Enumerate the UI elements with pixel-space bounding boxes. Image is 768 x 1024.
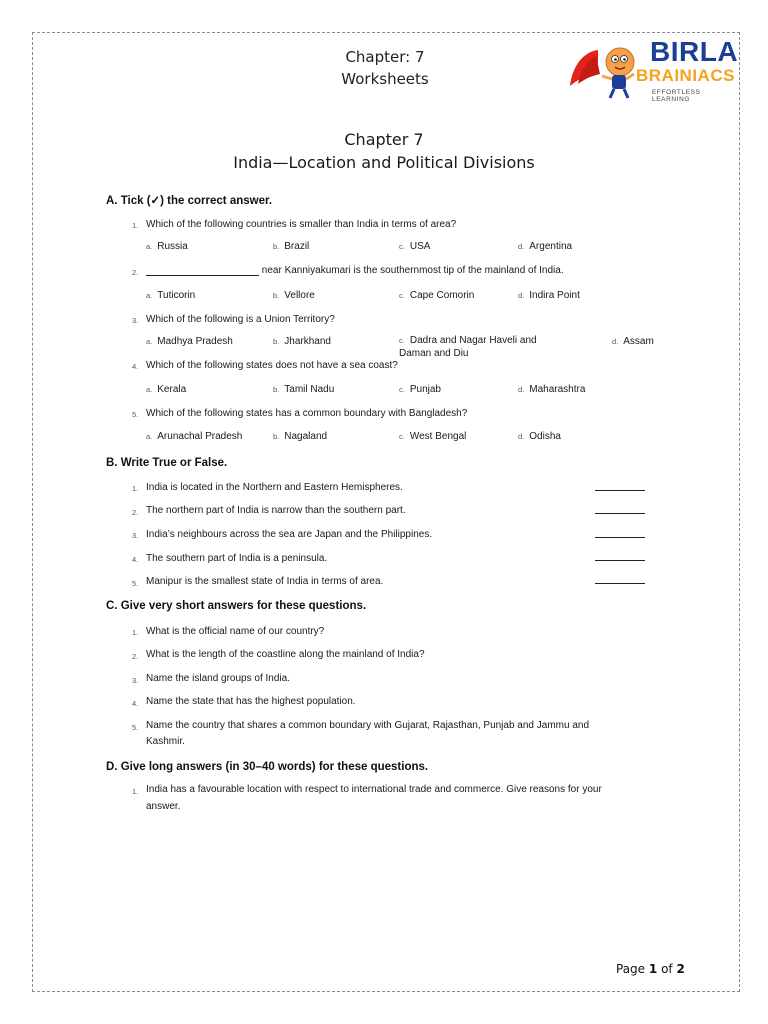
section-a-heading: A. Tick (✓) the correct answer.	[106, 195, 273, 207]
option-c	[399, 335, 537, 346]
option-a	[146, 241, 188, 252]
question-text: Which of the following states does not have a sea coast?	[146, 360, 398, 371]
option-a	[146, 336, 233, 347]
option-text: Odisha	[529, 431, 561, 442]
option-letter: b.	[273, 385, 280, 394]
section-b-heading: B. Write True or False.	[106, 457, 228, 469]
item-number: 1.	[132, 628, 139, 637]
option-letter: c.	[399, 242, 405, 251]
chapter-title: Chapter 7	[344, 130, 424, 149]
option-letter: c.	[399, 432, 405, 441]
option-text: Cape Comorin	[409, 290, 475, 301]
option-letter: a.	[146, 291, 153, 300]
option-text: Tuticorin	[157, 290, 196, 301]
question-text: Name the country that shares a common boundary with Gujarat, Rajasthan, Punjab and Jammu and	[146, 720, 590, 731]
question-text: What is the length of the coastline along the mainland of India?	[146, 649, 425, 660]
statement-text: The southern part of India is a peninsula.	[146, 553, 328, 564]
option-text: Kerala	[157, 384, 187, 395]
header-worksheets: Worksheets	[341, 70, 429, 88]
item-number: 3.	[132, 531, 139, 540]
option-b	[273, 290, 315, 301]
item-number: 5.	[132, 723, 139, 732]
option-letter: b.	[273, 337, 280, 346]
option-letter: d.	[612, 337, 619, 346]
option-text: Assam	[623, 336, 654, 347]
answer-line[interactable]	[595, 583, 645, 584]
fill-in-blank[interactable]	[146, 266, 259, 276]
option-text: Argentina	[529, 241, 573, 252]
logo-word-birla: BIRLA	[650, 36, 739, 67]
option-text: Maharashtra	[529, 384, 586, 395]
item-number: 2.	[132, 652, 139, 661]
birla-brainiacs-logo	[568, 36, 739, 103]
option-text: Nagaland	[284, 431, 328, 442]
option-c	[399, 431, 466, 442]
statement-text: India is located in the Northern and Eastern Hemispheres.	[146, 482, 403, 493]
question-text-with-blank	[146, 265, 564, 276]
item-number: 3.	[132, 676, 139, 685]
statement-text: India’s neighbours across the sea are Japan and the Philippines.	[146, 529, 433, 540]
answer-line[interactable]	[595, 490, 645, 491]
item-number: 4.	[132, 699, 139, 708]
logo-word-brainiacs: BRAINIACS	[636, 66, 735, 85]
question-text: near Kanniyakumari is the southernmost tip of the mainland of India.	[261, 265, 564, 276]
section-d-heading: D. Give long answers (in 30–40 words) for these questions.	[106, 761, 429, 773]
option-a	[146, 431, 242, 442]
chapter-subtitle: India—Location and Political Divisions	[233, 153, 535, 172]
option-d	[518, 241, 572, 252]
statement-text: The northern part of India is narrow than the southern part.	[146, 505, 406, 516]
option-text: Punjab	[409, 384, 441, 395]
section-c-heading: C. Give very short answers for these questions.	[106, 600, 367, 612]
question-number: 2.	[132, 268, 139, 277]
item-number: 1.	[132, 484, 139, 493]
question-number: 4.	[132, 362, 139, 371]
current-page: 1	[648, 962, 658, 976]
option-letter: a.	[146, 242, 153, 251]
option-text: Madhya Pradesh	[157, 336, 233, 347]
option-letter: c.	[399, 385, 405, 394]
option-text: Dadra and Nagar Haveli and	[409, 335, 537, 346]
page-indicator	[616, 962, 685, 976]
option-d	[518, 431, 561, 442]
option-letter: b.	[273, 432, 280, 441]
option-text: Jharkhand	[284, 336, 331, 347]
option-letter: a.	[146, 432, 153, 441]
option-text: Vellore	[284, 290, 315, 301]
item-number: 2.	[132, 508, 139, 517]
item-number: 1.	[132, 787, 139, 796]
option-letter: d.	[518, 291, 525, 300]
option-a	[146, 384, 186, 395]
option-d	[612, 336, 654, 347]
answer-line[interactable]	[595, 537, 645, 538]
option-c	[399, 290, 474, 301]
question-text: Which of the following states has a common boundary with Bangladesh?	[146, 408, 468, 419]
option-letter: c.	[399, 291, 405, 300]
option-text: Russia	[157, 241, 188, 252]
question-text: Which of the following is a Union Territory?	[146, 314, 335, 325]
option-d	[518, 384, 585, 395]
option-d	[518, 290, 580, 301]
header-chapter: Chapter: 7	[345, 48, 425, 66]
option-c-line2: Daman and Diu	[399, 348, 469, 359]
question-text: Name the island groups of India.	[146, 673, 290, 684]
answer-line[interactable]	[595, 560, 645, 561]
option-b	[273, 336, 331, 347]
logo-tagline: EFFORTLESS LEARNING	[652, 89, 701, 103]
option-a	[146, 290, 195, 301]
option-letter: a.	[146, 337, 153, 346]
option-b	[273, 384, 334, 395]
option-letter: d.	[518, 432, 525, 441]
option-text: West Bengal	[409, 431, 467, 442]
question-text-line2: answer.	[146, 801, 181, 812]
option-text: Indira Point	[529, 290, 580, 301]
page-label: Page	[616, 962, 646, 976]
option-text: Tamil Nadu	[284, 384, 335, 395]
option-letter: b.	[273, 242, 280, 251]
option-c	[399, 241, 430, 252]
answer-line[interactable]	[595, 513, 645, 514]
option-letter: d.	[518, 242, 525, 251]
option-text: USA	[409, 241, 431, 252]
item-number: 4.	[132, 555, 139, 564]
statement-text: Manipur is the smallest state of India in terms of area.	[146, 576, 384, 587]
option-b	[273, 241, 309, 252]
total-pages: 2	[676, 962, 685, 976]
of-label: of	[661, 962, 673, 976]
option-text: Brazil	[284, 241, 310, 252]
option-letter: d.	[518, 385, 525, 394]
option-letter: b.	[273, 291, 280, 300]
question-text: What is the official name of our country?	[146, 626, 325, 637]
option-letter: c.	[399, 336, 405, 345]
question-number: 5.	[132, 410, 139, 419]
option-letter: a.	[146, 385, 153, 394]
question-text: India has a favourable location with respect to international trade and commerce. Give reasons for your	[146, 784, 602, 795]
option-c	[399, 384, 441, 395]
question-text-line2: Kashmir.	[146, 736, 185, 747]
question-number: 3.	[132, 316, 139, 325]
question-text: Which of the following countries is smaller than India in terms of area?	[146, 219, 457, 230]
option-b	[273, 431, 327, 442]
question-text: Name the state that has the highest population.	[146, 696, 356, 707]
question-number: 1.	[132, 221, 139, 230]
item-number: 5.	[132, 579, 139, 588]
option-text: Arunachal Pradesh	[157, 431, 243, 442]
